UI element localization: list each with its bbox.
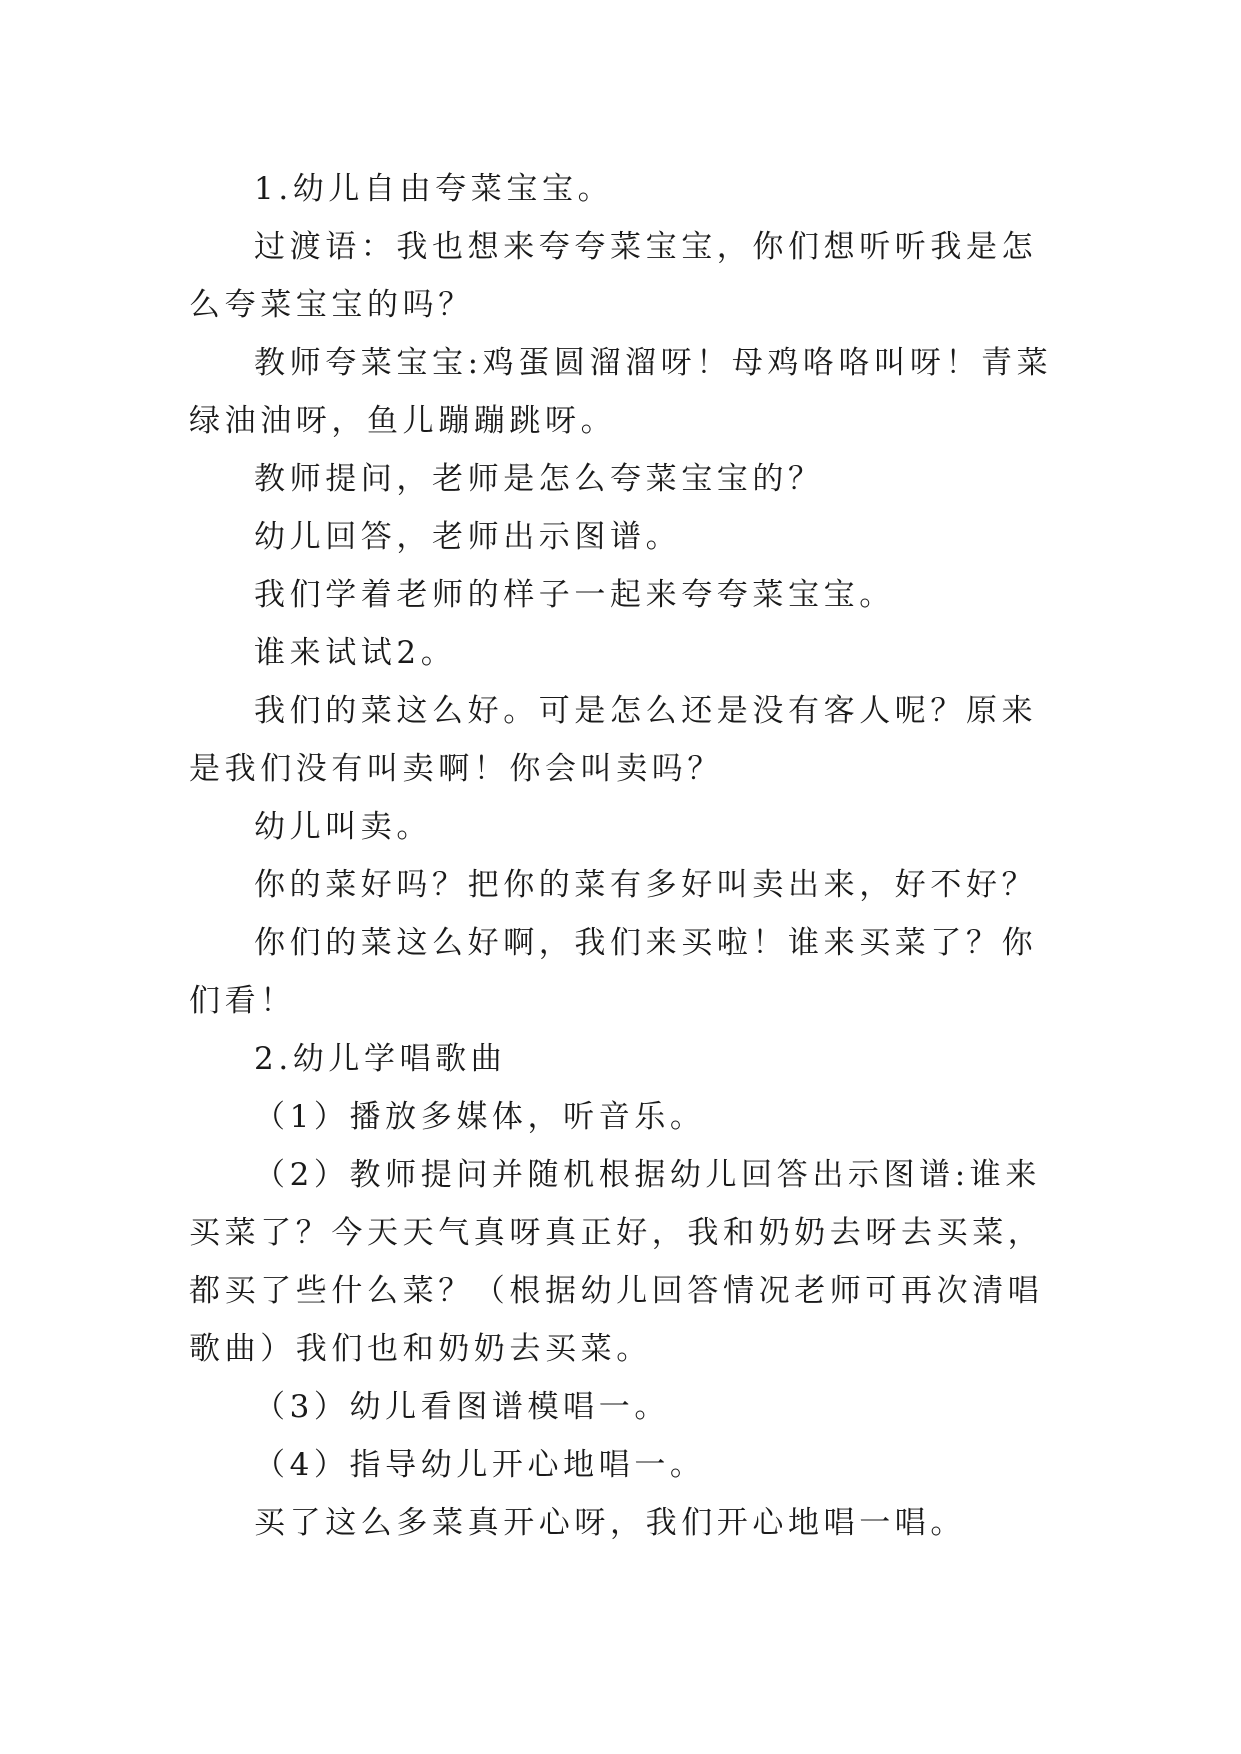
paragraph: 教师夸菜宝宝:鸡蛋圆溜溜呀！母鸡咯咯叫呀！青菜绿油油呀，鱼儿蹦蹦跳呀。	[189, 345, 1053, 439]
paragraph: 我们学着老师的样子一起来夸夸菜宝宝。	[254, 577, 895, 613]
paragraph: 你们的菜这么好啊，我们来买啦！谁来买菜了？你们看！	[189, 925, 1038, 1019]
paragraph: 谁来试试2。	[254, 635, 457, 671]
paragraph: 幼儿回答，老师出示图谱。	[254, 519, 682, 555]
paragraph: （2）教师提问并随机根据幼儿回答出示图谱:谁来买菜了？今天天气真呀真正好，我和奶奶去呀去买菜，都买了些什么菜？（根据幼儿回答情况老师可再次清唱歌曲）我们也和奶奶去买菜。	[189, 1157, 1044, 1367]
paragraph: （1）播放多媒体，听音乐。	[254, 1099, 706, 1135]
paragraph: 1.幼儿自由夸菜宝宝。	[254, 171, 614, 207]
paragraph: 2.幼儿学唱歌曲	[254, 1041, 507, 1077]
document-body	[189, 160, 1053, 1552]
paragraph: 我们的菜这么好。可是怎么还是没有客人呢？原来是我们没有叫卖啊！你会叫卖吗？	[189, 693, 1038, 787]
paragraph: （4）指导幼儿开心地唱一。	[254, 1447, 706, 1483]
paragraph: 幼儿叫卖。	[254, 809, 432, 845]
paragraph: 过渡语：我也想来夸夸菜宝宝，你们想听听我是怎么夸菜宝宝的吗？	[189, 229, 1038, 323]
paragraph: 你的菜好吗？把你的菜有多好叫卖出来，好不好？	[254, 867, 1038, 903]
paragraph: 教师提问，老师是怎么夸菜宝宝的？	[254, 461, 824, 497]
paragraph: 买了这么多菜真开心呀，我们开心地唱一唱。	[254, 1505, 966, 1541]
paragraph: （3）幼儿看图谱模唱一。	[254, 1389, 670, 1425]
